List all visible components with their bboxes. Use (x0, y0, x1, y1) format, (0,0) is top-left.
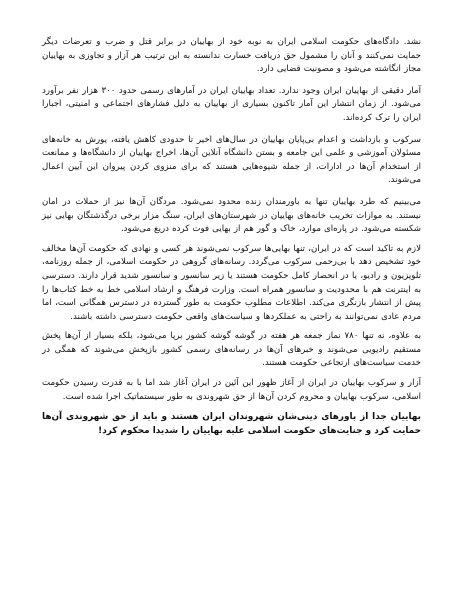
paragraph-systematic-persecution: آزار و سرکوب بهاییان در ایران از آغاز ظهور این آئین در ایران آغاز شد اما با به قدرت رسیدن حکومت اسلامی، سرکوب بهاییان و محروم کردن آن‌ها از حق شهروندی به طور سیستماتیک اجرا شده است. (42, 378, 421, 402)
paragraph-arrests-and-expulsions: سرکوب و بازداشت و اعدام بی‌پایان بهاییان در سال‌های اخیر تا حدودی کاهش یافته، یورش به خانه‌های مسئولان آموزشی و علمی این جامعه و بستن دانشگاه آنلاین آن‌ها، اخراج بهاییان از دانشگاه‌ها و ممانعت از استخدام آن‌ها در ادارات، از جمله شیوه‌هایی هستند که برای منزوی کردن پیروان این آیین اعمال می‌شوند. (42, 134, 421, 186)
paragraph-media-censorship: لازم به تاکید است که در ایران، تنها بهایی‌ها سرکوب نمی‌شوند هر کسی و نهادی که حکومت آن‌ها مخالف خود تشخیص دهد با بی‌رحمی سرکوب می‌گردد. رسانه‌های گروهی در حکومت اسلامی، از جمله روزنامه، تلویزیون و رادیو، یا در انحصار کامل حکومت هستند یا زیر سانسور و سانسور شدید قرار دارند. دسترسی به اینترنت هم با محدودیت و سانسور همراه است. وزارت فرهنگ و ارشاد اسلامی خط به خط کتاب‌ها را پیش از انتشار بازنگری می‌کند. اطلاعات مطلوب حکومت به طور گسترده در دسترس همگانی است، اما مردم عادی نمی‌توانند به راحتی به عملکردها و سیاست‌های واقعی حکومت دسترسی داشته باشند. (42, 243, 421, 322)
paragraph-legal-protection: نشد. دادگاه‌های حکومت اسلامی ایران به نوبه خود از بهاییان در برابر قتل و ضرب و تعرضات دیگر حمایت نمی‌کنند و آنان را مشمول حق دریافت خسارت ندانسته به این ترتیب هر آزار و تجاوزی به بهاییان مجاز انگاشته می‌شود و مصونیت قضایی دارد. (42, 37, 421, 75)
paragraph-cemetery-desecration: می‌بینیم که طرد بهاییان تنها به باورمندان زنده محدود نمی‌شود. مردگان آن‌ها نیز از حملات در امان نیستند. به موازات تخریب خانه‌های بهاییان در شهرستان‌های ایران، سنگ مزار برخی درگذشتگان بهایی نیز شکسته می‌شود. در پاره‌ای موارد، خاک و گور هم از بهایی فوت کرده دریغ می‌شود. (42, 196, 421, 235)
paragraph-friday-prayers: به علاوه، نه تنها ۷۸۰ نماز جمعه هر هفته در گوشه گوشه کشور برپا می‌شود، بلکه بسیار از آن‌ها پخش مستقیم رادیویی می‌شوند و خبرهای آن‌ها در رسانه‌های رسمی کشور بازپخش می‌شوند که همگی در خدمت سیاست‌های ارتجاعی حکومت هستند. (42, 331, 422, 369)
paragraph-population-statistics: آمار دقیقی از بهاییان ایران وجود ندارد. تعداد بهاییان ایران در آمارهای رسمی حدود ۳۰۰ هزار نفر برآورد می‌شود. از زمان انتشار این آمار تاکنون بسیاری از بهاییان به دلیل فشارهای اجتماعی و امنیتی، اجبارا ایران را ترک کرده‌اند. (42, 85, 422, 123)
conclusion-statement: بهاییان جدا از باورهای دینی‌شان شهروندان ایران هستند و باید از حق شهروندی آن‌ها حمایت کرد و جنایت‌های حکومت اسلامی علیه بهاییان را شدیدا محکوم کرد! (42, 412, 421, 437)
